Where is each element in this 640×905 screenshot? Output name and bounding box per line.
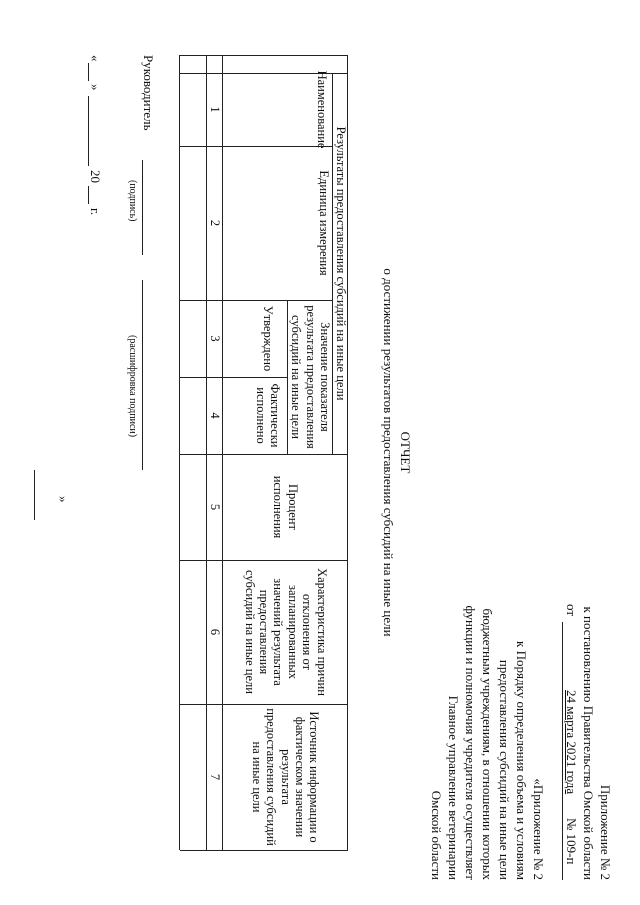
inner-appendix-line: функции и полномочия учредителя осуществляет: [463, 605, 478, 880]
date-open-quote: «: [88, 55, 103, 62]
col-header-value: Значение показателя результата предоставления субсидий на иные цели: [289, 305, 333, 449]
inner-appendix-line: Главное управление ветеринарии: [446, 695, 461, 880]
col-header-group: Результаты предоставления субсидий на иные цели: [333, 126, 348, 401]
col-number: 1: [208, 106, 223, 113]
appendix-number: № 109-п: [564, 818, 579, 865]
inner-appendix-line: к Порядку определения объема и условиям: [514, 641, 529, 880]
col-number: 2: [208, 219, 223, 227]
decode-line: [142, 280, 143, 470]
col-header-deviation: Характеристика причин отклонения от запланированных значений результата предоставления субсидий на иные цели: [242, 568, 329, 696]
col-number: 3: [208, 335, 223, 342]
col-number: 5: [208, 503, 223, 511]
closing-quote: »: [56, 496, 71, 503]
appendix-decree-line: к постановлению Правительства Омской области: [581, 606, 596, 880]
col-header-source: Источник информации о фактическом значении результата предоставления субсидий на иные цели: [249, 708, 322, 846]
col-number: 4: [208, 412, 223, 419]
inner-appendix-line: предоставления субсидий на иные цели: [497, 659, 512, 880]
results-table: [180, 55, 348, 850]
inner-appendix-title: «Приложение № 2: [531, 778, 546, 880]
col-header-actual: Фактически исполнено: [254, 383, 283, 448]
closing-line: [34, 470, 35, 520]
year-suffix: г.: [88, 208, 103, 216]
col-header-name: Наименование: [315, 70, 329, 149]
appendix-date: 24 марта 2021 года: [564, 690, 579, 795]
report-title: ОТЧЕТ: [398, 431, 413, 474]
appendix-from-label: от: [564, 604, 579, 617]
year-prefix: 20: [88, 170, 103, 183]
col-header-approved: Утверждено: [261, 305, 276, 372]
col-number: 6: [208, 628, 223, 636]
col-header-unit: Единица измерения: [317, 170, 331, 276]
inner-appendix-line: Омской области: [429, 790, 444, 880]
decode-caption: (расшифровка подписи): [127, 335, 138, 438]
appendix-title: Приложение № 2: [598, 784, 613, 880]
signature-caption: (подпись): [127, 180, 138, 222]
inner-appendix-line: бюджетным учреждениям, в отношении которых: [480, 608, 495, 880]
report-subtitle: о достижении результатов предоставления субсидий на иные цели: [381, 268, 396, 637]
head-label: Руководитель: [141, 55, 156, 131]
date-close-quote: »: [88, 84, 103, 91]
appendix-date-underline: [562, 622, 563, 880]
col-number: 7: [208, 773, 223, 781]
signature-line: [142, 160, 143, 255]
col-header-percent: Процент исполнения: [271, 475, 300, 539]
